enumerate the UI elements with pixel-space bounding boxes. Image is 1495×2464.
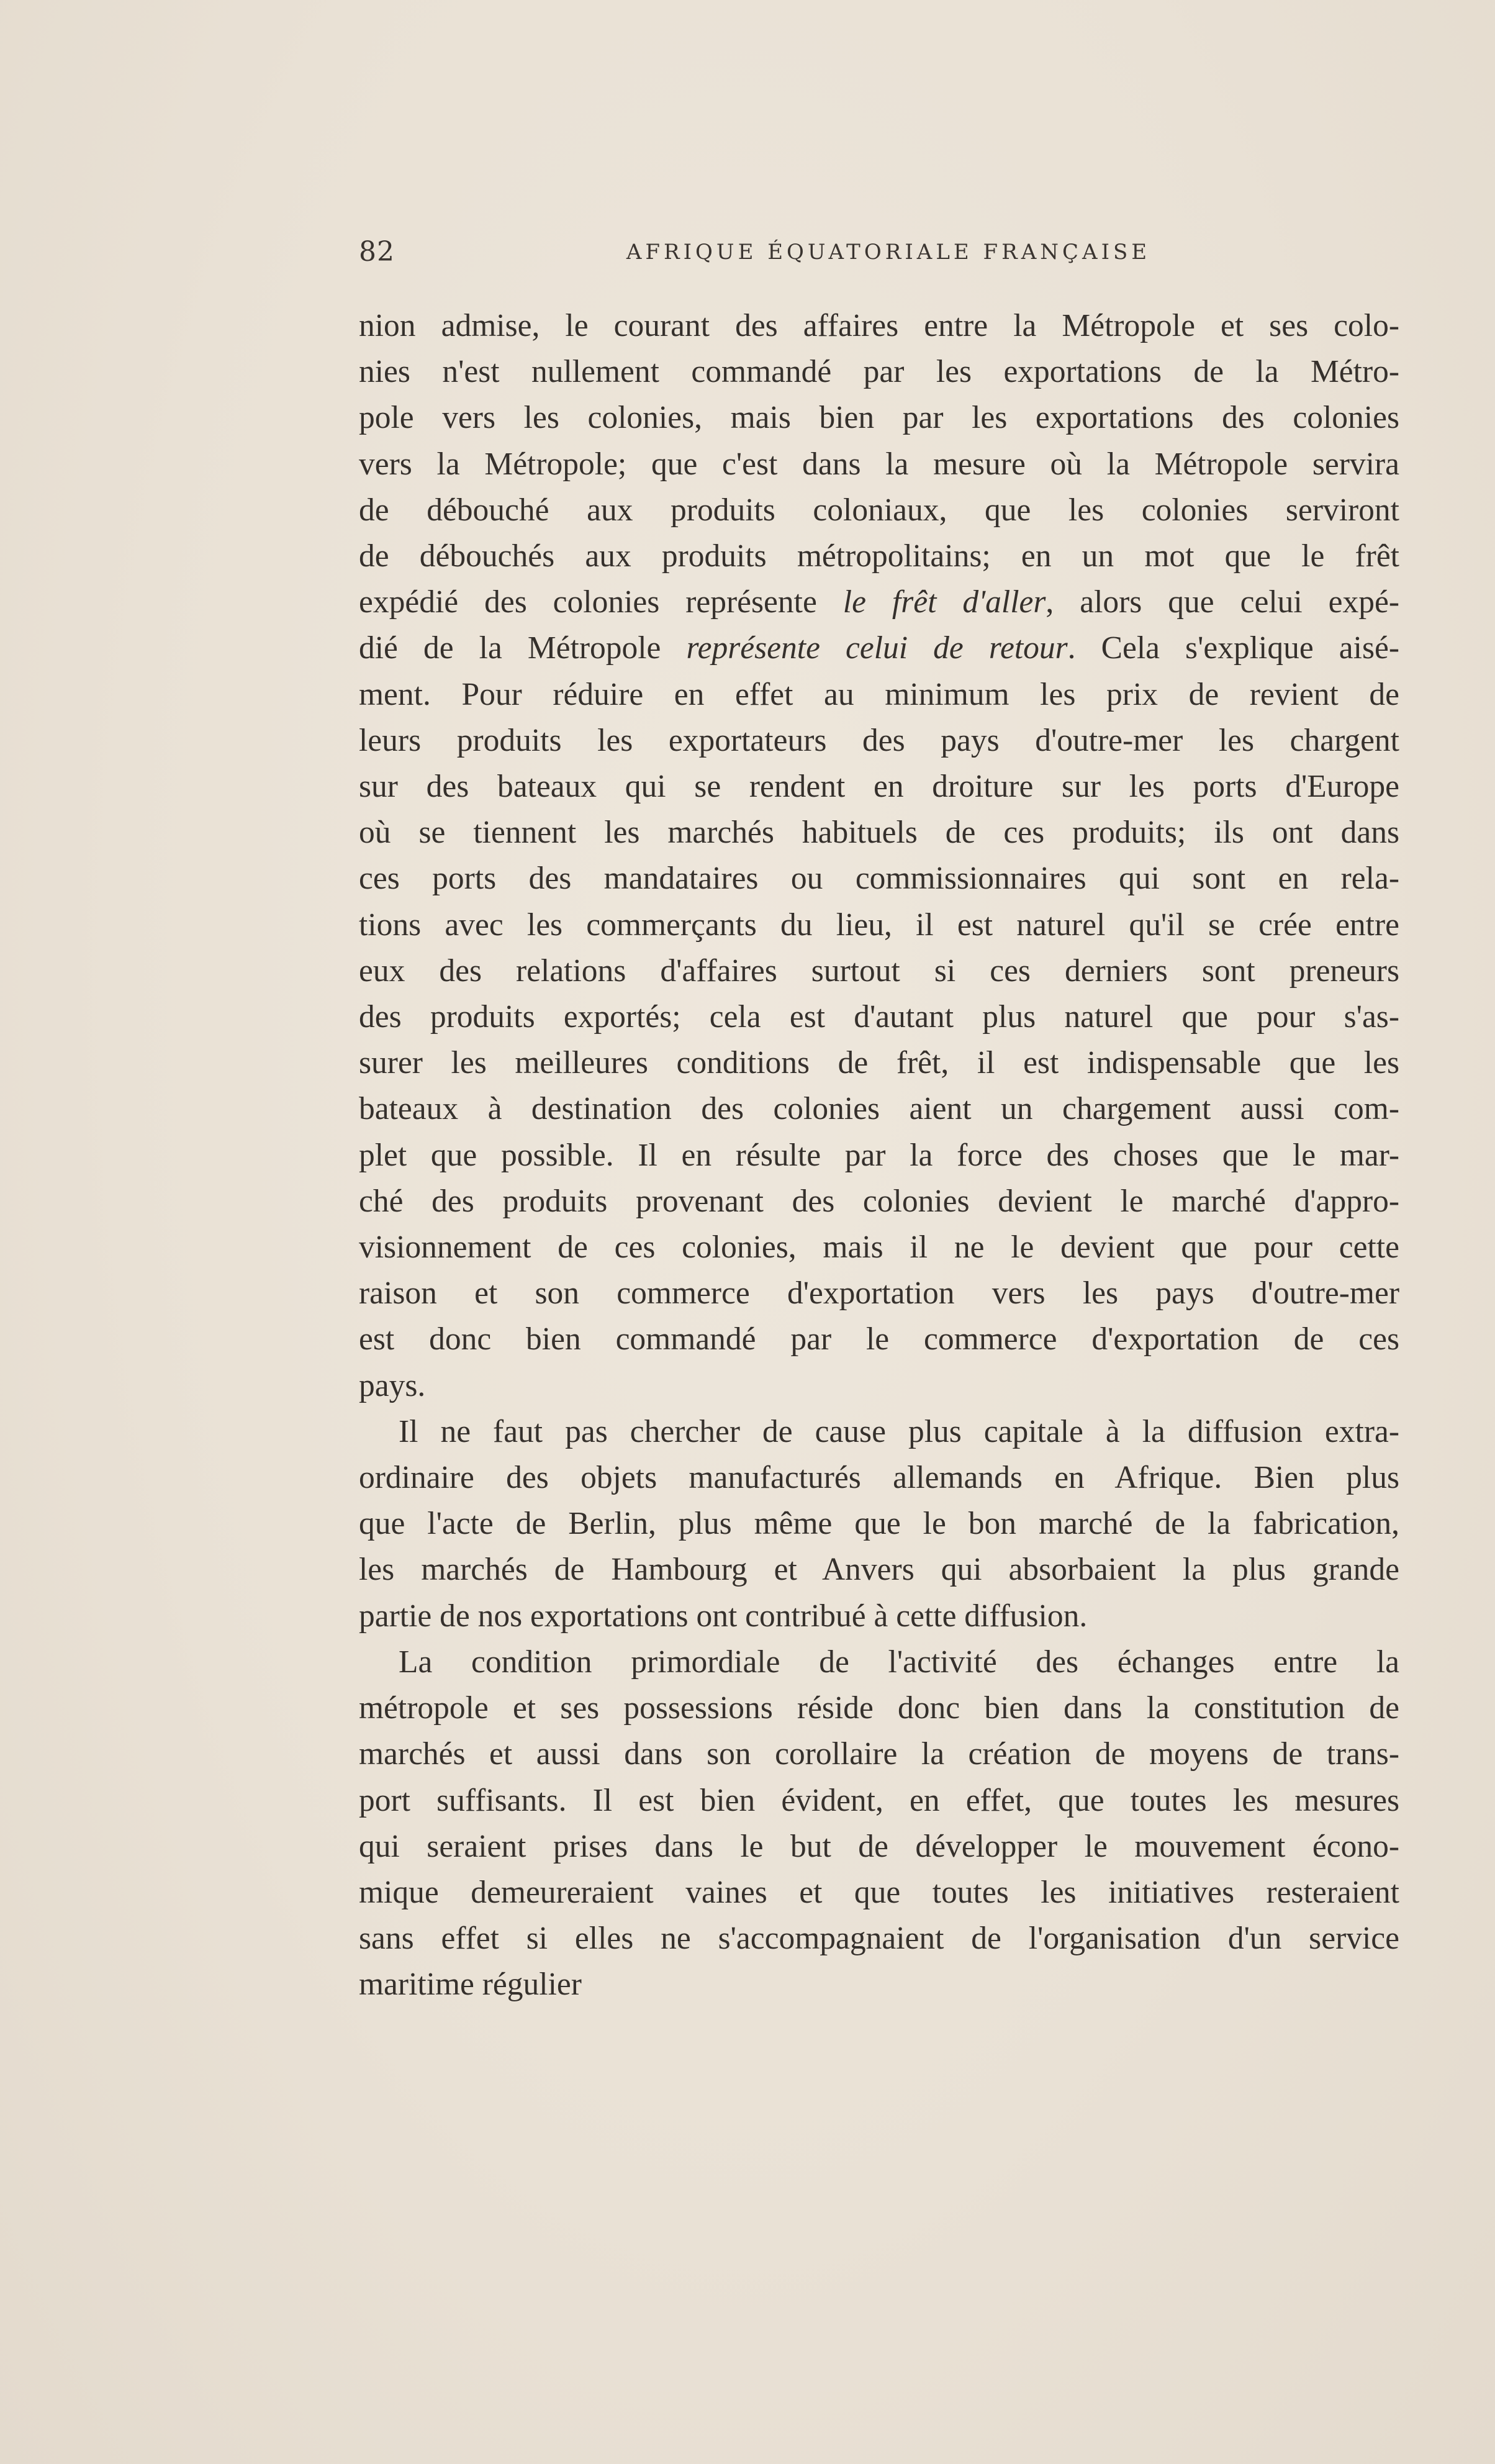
text-segment: marchés et aussi dans son corollaire la création de moyens de trans- — [359, 1736, 1399, 1772]
text-line — [359, 764, 1399, 810]
text-line — [359, 1133, 1399, 1179]
text-line — [359, 1086, 1399, 1132]
text-line — [359, 533, 1399, 579]
text-line — [359, 442, 1399, 487]
text-segment: eux des relations d'affaires surtout si ces derniers sont preneurs — [359, 953, 1399, 989]
text-segment: de débouché aux produits coloniaux, que les colonies serviront — [359, 492, 1399, 528]
body-text — [359, 303, 1399, 2008]
text-line — [359, 994, 1399, 1040]
text-line — [359, 1316, 1399, 1362]
text-line — [359, 1824, 1399, 1870]
text-segment: mique demeureraient vaines et que toutes les initiatives resteraient — [359, 1874, 1399, 1910]
text-line — [359, 1409, 1399, 1455]
text-line — [359, 625, 1399, 671]
text-segment: nies n'est nullement commandé par les exportations de la Métro- — [359, 354, 1399, 390]
text-line — [359, 948, 1399, 994]
text-line — [359, 672, 1399, 718]
paragraph-1 — [359, 303, 1399, 1409]
text-segment: dié de la Métropole — [359, 630, 687, 666]
text-line — [359, 395, 1399, 441]
text-line — [359, 579, 1399, 625]
text-segment: ché des produits provenant des colonies devient le marché d'appro- — [359, 1183, 1399, 1219]
text-segment: leurs produits les exportateurs des pays d'outre-mer les chargent — [359, 722, 1399, 758]
text-segment: surer les meilleures conditions de frêt, il est indispensable que les — [359, 1045, 1399, 1081]
text-segment: les marchés de Hambourg et Anvers qui absorbaient la plus grande — [359, 1552, 1399, 1588]
text-line — [359, 1547, 1399, 1593]
text-segment: La condition primordiale de l'activité des échanges entre la — [399, 1644, 1399, 1680]
text-segment: sur des bateaux qui se rendent en droiture sur les ports d'Europe — [359, 769, 1399, 805]
text-segment: que l'acte de Berlin, plus même que le bon marché de la fabrication, — [359, 1506, 1399, 1542]
text-line — [359, 1916, 1399, 1962]
text-segment: ordinaire des objets manufacturés allemands en Afrique. Bien plus — [359, 1460, 1399, 1496]
text-segment: tions avec les commerçants du lieu, il est naturel qu'il se crée entre — [359, 907, 1399, 943]
text-segment: expédié des colonies représente — [359, 584, 843, 620]
text-line — [359, 810, 1399, 856]
text-line — [359, 1040, 1399, 1086]
text-line — [359, 1778, 1399, 1824]
page-number: 82 — [359, 236, 395, 268]
text-line — [359, 1363, 1399, 1409]
text-line — [359, 1870, 1399, 1916]
text-segment: . Cela s'explique aisé- — [1067, 630, 1399, 666]
text-line — [359, 902, 1399, 948]
text-segment: pole vers les colonies, mais bien par les exportations des colonies — [359, 400, 1399, 436]
text-segment: ment. Pour réduire en effet au minimum les prix de revient de — [359, 676, 1399, 712]
text-segment: sans effet si elles ne s'accompagnaient de l'organisation d'un service — [359, 1921, 1399, 1957]
italic-phrase: représente celui de retour — [686, 630, 1068, 666]
text-line — [359, 1685, 1399, 1731]
text-line — [359, 487, 1399, 533]
text-line — [359, 718, 1399, 764]
text-line — [359, 303, 1399, 349]
text-segment: raison et son commerce d'exportation vers les pays d'outre-mer — [359, 1275, 1399, 1311]
text-segment: où se tiennent les marchés habituels de ces produits; ils ont dans — [359, 815, 1399, 851]
text-segment: est donc bien commandé par le commerce d'exportation de ces — [359, 1321, 1399, 1357]
text-line — [359, 1225, 1399, 1270]
text-segment: pays. — [359, 1367, 426, 1403]
text-segment: Il ne faut pas chercher de cause plus capitale à la diffusion extra- — [399, 1413, 1399, 1449]
text-segment: ces ports des mandataires ou commissionnaires qui sont en rela- — [359, 861, 1399, 897]
text-segment: métropole et ses possessions réside donc bien dans la constitution de — [359, 1690, 1399, 1726]
text-segment: plet que possible. Il en résulte par la force des choses que le mar- — [359, 1137, 1399, 1173]
text-line — [359, 1270, 1399, 1316]
italic-phrase: le frêt d'aller — [842, 584, 1046, 620]
text-line — [359, 1501, 1399, 1547]
text-segment: qui seraient prises dans le but de développer le mouvement écono- — [359, 1828, 1399, 1864]
text-line — [359, 1639, 1399, 1685]
text-segment: partie de nos exportations ont contribué à cette diffusion. — [359, 1598, 1088, 1634]
running-title: AFRIQUE ÉQUATORIALE FRANÇAISE — [626, 240, 1151, 265]
text-segment: nion admise, le courant des affaires entre la Métropole et ses colo- — [359, 308, 1399, 343]
text-segment: vers la Métropole; que c'est dans la mesure où la Métropole servira — [359, 446, 1399, 482]
text-segment: visionnement de ces colonies, mais il ne le devient que pour cette — [359, 1230, 1399, 1266]
paragraph-2 — [359, 1409, 1399, 1639]
text-line — [359, 1731, 1399, 1777]
text-line — [359, 1455, 1399, 1501]
text-segment: de débouchés aux produits métropolitains; en un mot que le frêt — [359, 538, 1399, 574]
text-line — [359, 1962, 1399, 2008]
text-segment: des produits exportés; cela est d'autant plus naturel que pour s'as- — [359, 999, 1399, 1035]
text-line — [359, 856, 1399, 902]
text-line — [359, 349, 1399, 395]
page-header — [359, 236, 1399, 279]
text-segment: maritime régulier — [359, 1967, 582, 2003]
text-segment: port suffisants. Il est bien évident, en effet, que toutes les mesures — [359, 1782, 1399, 1818]
text-line — [359, 1593, 1399, 1639]
paragraph-3 — [359, 1639, 1399, 2008]
text-line — [359, 1179, 1399, 1225]
text-segment: bateaux à destination des colonies aient un chargement aussi com- — [359, 1091, 1399, 1127]
text-segment: , alors que celui expé- — [1046, 584, 1400, 620]
